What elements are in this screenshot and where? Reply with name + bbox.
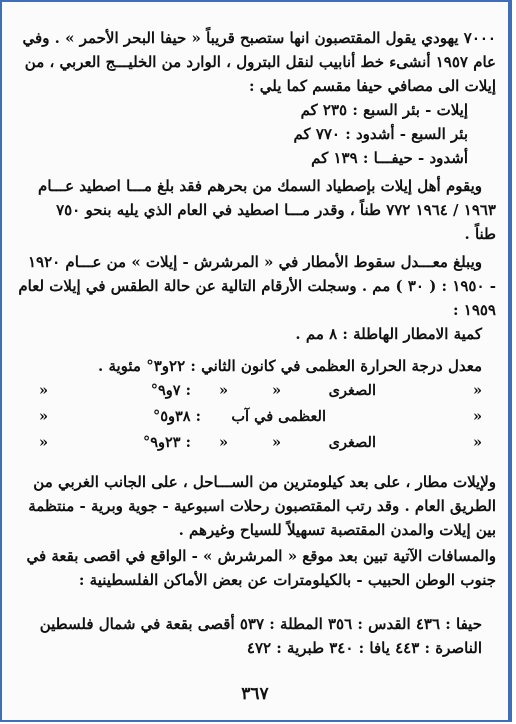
text-line: ١٩٦٣ / ١٩٦٤ ٧٧٢ طناً ، وقدر مـــا اصطيد في العام الذي يليه بنحو ٧٥٠	[56, 201, 496, 219]
pipeline-segment: أشدود - حيفـــا : ١٣٩ كم	[311, 149, 468, 167]
text-line: ١٩٥٩ :	[453, 301, 496, 319]
ditto-mark: «	[218, 434, 228, 451]
temperature-line: معدل درجة الحرارة العظمى في كانون الثاني : ٢٢و٣° مئوية .	[98, 357, 482, 375]
ditto-mark: «	[271, 434, 281, 451]
ditto-mark: «	[472, 408, 482, 425]
ditto-mark: «	[472, 382, 482, 399]
page-number: ٣٦٧	[241, 684, 269, 704]
rainfall-line: كمية الامطار الهاطلة : ٨ مم .	[295, 325, 482, 343]
pipeline-segment: إيلات - بئر السبع : ٢٣٥ كم	[300, 101, 468, 119]
text-line: ويقوم أهل إيلات بإصطياد السمك من بحرهم فقد بلغ مـــا اصطيد عـــام	[38, 177, 482, 195]
text-line: - ١٩٥٠ : ( ٣٠ ) مم . وسجلت الأرقام التالية عن حالة الطقس في إيلات لعام	[18, 277, 496, 295]
text-line: طناً .	[464, 225, 496, 243]
text-line: إيلات الى مصافي حيفا مقسم كما يلي :	[248, 77, 496, 95]
climate-label: الصغرى	[328, 434, 376, 451]
text-line: ويبلغ معـــدل سقوط الأمطار في « المرشرش - إيلات » من عـــام ١٩٢٠	[27, 253, 482, 271]
climate-row	[26, 434, 496, 456]
ditto-mark: «	[38, 408, 48, 425]
distance-line: حيفا : ٤٣٦ القدس : ٣٥٦ المطلة : ٥٣٧ أقصى بقعة في شمال فلسطين	[39, 615, 482, 633]
climate-value: : ٣٨و٥°	[152, 408, 201, 425]
text-line: عام ١٩٥٧ أنشىء خط أنابيب لنقل البترول ، الوارد من الخليـــج العربي ، من	[24, 53, 496, 71]
text-line: جنوب الوطن الحبيب - بالكيلومترات عن بعض الأماكن الفلسطينية :	[78, 571, 496, 589]
ditto-mark: «	[218, 382, 228, 399]
distance-line: الناصرة : ٤٤٣ يافا : ٣٤٠ طبرية : ٤٧٢	[246, 639, 482, 657]
pipeline-segment: بئر السبع - أشدود : ٧٧٠ كم	[293, 125, 468, 143]
document-page	[16, 16, 496, 716]
climate-value: : ٢٣و٩°	[142, 434, 191, 451]
text-line: ولإيلات مطار ، على بعد كيلومترين من الســـاحل ، على الجانب الغربي من	[33, 473, 496, 491]
climate-label: الصغرى	[328, 382, 376, 399]
climate-row	[26, 408, 496, 430]
ditto-mark: «	[38, 382, 48, 399]
text-line: الطريق العام . وقد رتب المقتصبون رحلات اسبوعية - جوية وبرية - منتظمة	[28, 497, 496, 515]
climate-value: : ٧و٩°	[150, 382, 191, 399]
text-line: بين إيلات والمدن المقتصبة تسهيلاً للسياح وغيرهم .	[178, 521, 496, 539]
ditto-mark: «	[271, 382, 281, 399]
climate-row	[26, 382, 496, 404]
ditto-mark: «	[38, 434, 48, 451]
text-line: والمسافات الآتية تبين بعد موقع « المرشرش » - الواقع في اقصى بقعة في	[26, 547, 496, 565]
climate-label: العظمى في آب	[231, 408, 326, 425]
ditto-mark: «	[472, 434, 482, 451]
text-line: ٧٠٠٠ يهودي يقول المقتصبون انها ستصبح قريباً « حيفا البحر الأحمر » . وفي	[22, 29, 496, 47]
